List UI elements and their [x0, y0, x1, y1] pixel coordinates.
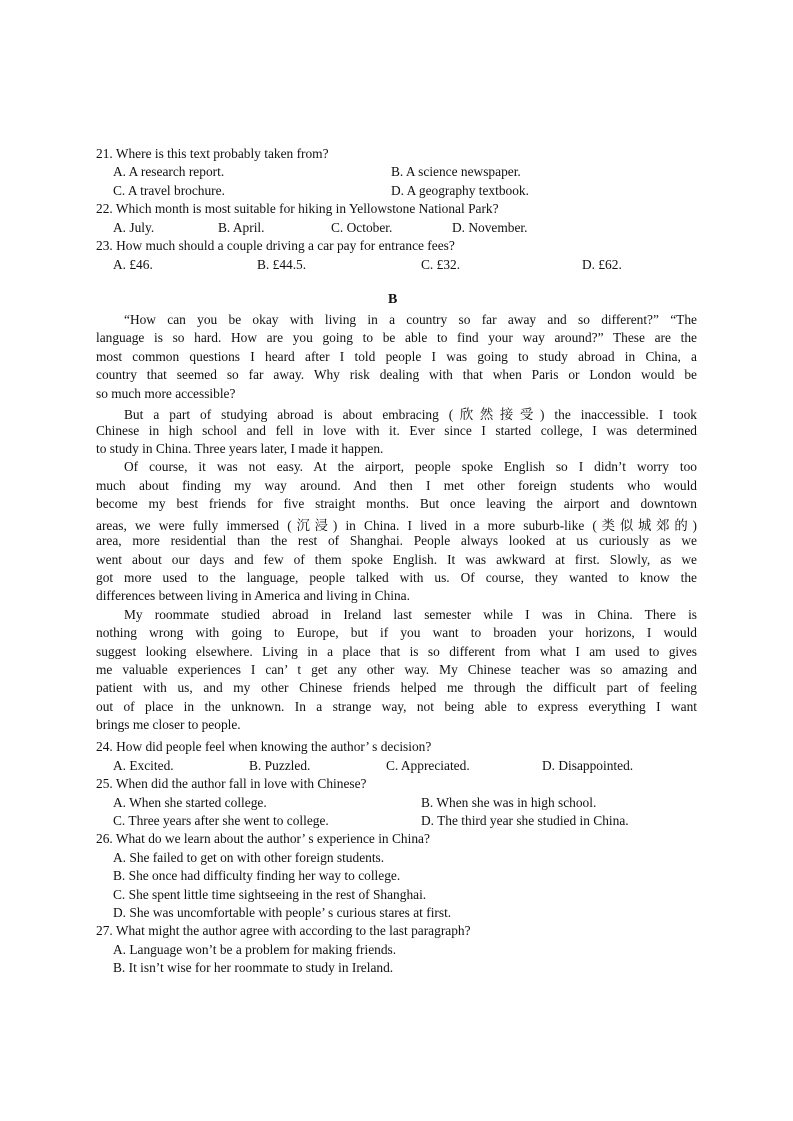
passage-line: My roommate studied abroad in Ireland last semester while I was in China. There is	[124, 606, 697, 622]
passage-line: “How can you be okay with living in a country so far away and so different?” “The	[124, 312, 697, 327]
passage-line: most common questions I heard after I told people I was going to study abroad in China, a	[96, 348, 697, 364]
passage-line: suggest looking elsewhere. Living in a place that is so different from what I am used to gives	[96, 643, 697, 659]
q22-option-b: B. April.	[218, 220, 265, 235]
passage-line: much about finding my way around. And then I met other foreign students who would	[96, 477, 697, 493]
q25-option-b: B. When she was in high school.	[421, 795, 597, 810]
question-27: 27. What might the author agree with according to the last paragraph?	[96, 923, 471, 938]
q26-option-b: B. She once had difficulty finding her way to college.	[113, 868, 401, 883]
q26-option-c: C. She spent little time sightseeing in the rest of Shanghai.	[113, 887, 427, 902]
q27-option-b: B. It isn’t wise for her roommate to study in Ireland.	[113, 960, 394, 975]
q25-option-c: C. Three years after she went to college.	[113, 813, 329, 828]
question-23: 23. How much should a couple driving a car pay for entrance fees?	[96, 238, 455, 253]
passage-line: brings me closer to people.	[96, 717, 241, 733]
passage-line: country that seemed so far away. Why risk dealing with that when Paris or London would be	[96, 367, 697, 383]
q24-option-b: B. Puzzled.	[249, 758, 311, 773]
q24-option-a: A. Excited.	[113, 758, 174, 773]
question-21: 21. Where is this text probably taken from?	[96, 146, 329, 161]
q21-option-b: B. A science newspaper.	[391, 164, 521, 179]
q23-option-d: D. £62.	[582, 257, 622, 272]
section-heading: B	[388, 292, 398, 307]
question-26: 26. What do we learn about the author’ s experience in China?	[96, 831, 430, 846]
passage-line: got more used to the language, people talked with us. Of course, they wanted to know the	[96, 569, 697, 585]
passage-line: patient with us, and my other Chinese friends helped me through the difficult part of feeling	[96, 680, 697, 696]
q24-option-d: D. Disappointed.	[542, 758, 634, 773]
passage-line: areas, we were fully immersed (沉浸) in China. I lived in a more suburb-like (类似城郊的)	[96, 517, 697, 533]
passage-line: differences between living in America and living in China.	[96, 588, 410, 604]
passage-line: to study in China. Three years later, I made it happen.	[96, 440, 384, 456]
q25-option-d: D. The third year she studied in China.	[421, 813, 629, 828]
q26-option-d: D. She was uncomfortable with people’ s curious stares at first.	[113, 905, 452, 920]
passage-line: area, more residential than the rest of Shanghai. People always looked at us curiously as we	[96, 533, 697, 548]
q25-option-a: A. When she started college.	[113, 795, 267, 810]
q21-option-c: C. A travel brochure.	[113, 183, 225, 198]
passage-line: me valuable experiences I can’ t get any other way. My Chinese teacher was so amazing and	[96, 662, 697, 677]
question-24: 24. How did people feel when knowing the author’ s decision?	[96, 739, 432, 754]
passage-line: Chinese in high school and fell in love with it. Ever since I started college, I was determined	[96, 422, 697, 438]
passage-line: went about our days and few of them spoke English. It was awkward at first. Slowly, as we	[96, 551, 697, 567]
q22-option-d: D. November.	[452, 220, 528, 235]
passage-line: Of course, it was not easy. At the airport, people spoke English so I didn’t worry too	[124, 459, 697, 475]
q22-option-c: C. October.	[331, 220, 393, 235]
passage-line: nothing wrong with going to Europe, but if you want to broaden your horizons, I would	[96, 625, 697, 641]
q22-option-a: A. July.	[113, 220, 155, 235]
passage-line: become my best friends for five straight months. But once leaving the airport and downtown	[96, 496, 697, 512]
question-22: 22. Which month is most suitable for hiking in Yellowstone National Park?	[96, 201, 499, 216]
q27-option-a: A. Language won’t be a problem for making friends.	[113, 942, 397, 957]
q21-option-a: A. A research report.	[113, 164, 225, 179]
question-25: 25. When did the author fall in love with Chinese?	[96, 776, 367, 791]
q24-option-c: C. Appreciated.	[386, 758, 470, 773]
passage-line: so much more accessible?	[96, 385, 236, 401]
passage-line: language is so hard. How are you going to be able to find your way around?” These are the	[96, 330, 697, 346]
q23-option-b: B. £44.5.	[257, 257, 307, 272]
q21-option-d: D. A geography textbook.	[391, 183, 529, 198]
q26-option-a: A. She failed to get on with other foreign students.	[113, 850, 385, 865]
q23-option-a: A. £46.	[113, 257, 153, 272]
passage-line: out of place in the unknown. In a strange way, not being able to express everything I want	[96, 698, 697, 714]
passage-line: But a part of studying abroad is about embracing (欣然接受) the inaccessible. I took	[124, 407, 697, 423]
q23-option-c: C. £32.	[421, 257, 461, 272]
